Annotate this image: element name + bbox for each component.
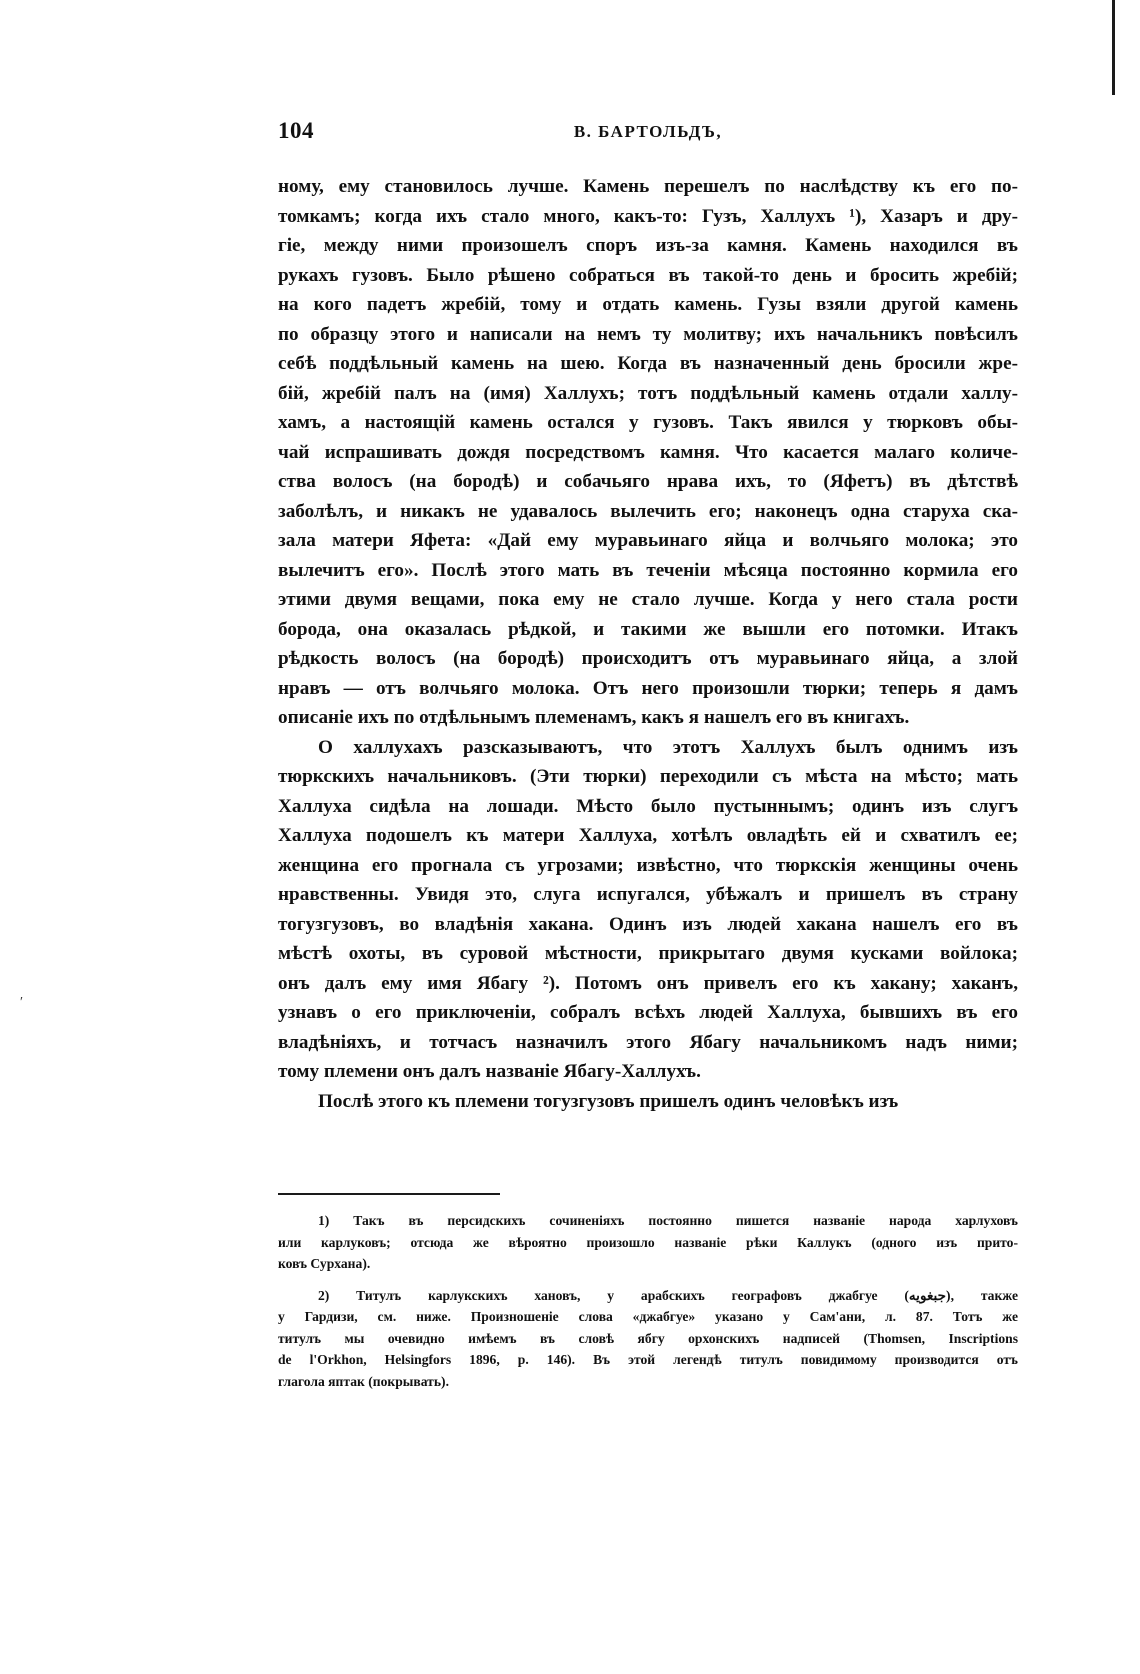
text-line: хамъ, а настоящій камень остался у гузовъ. Такъ явился у тюрковъ обы- bbox=[278, 412, 1018, 433]
text-line: узнавъ о его приключеніи, собралъ всѣхъ людей Халлуха, бывшихъ въ его bbox=[278, 1002, 1018, 1023]
text-line: женщина его прогнала съ угрозами; извѣстно, что тюркскія женщины очень bbox=[278, 854, 1018, 876]
text-line: себѣ поддѣльный камень на шею. Когда въ назначенный день бросили жре- bbox=[278, 353, 1018, 374]
text-line: нравъ — отъ волчьяго молока. Отъ него произошли тюрки; теперь я дамъ bbox=[278, 677, 1018, 699]
stray-margin-mark: ′ bbox=[20, 995, 24, 1010]
footnote-1-line: ковъ Сурхана). bbox=[278, 1256, 371, 1271]
text-line: Халлуха сидѣла на лошади. Мѣсто было пустыннымъ; одинъ изъ слугъ bbox=[278, 795, 1018, 817]
text-line: ному, ему становилось лучше. Камень перешелъ по наслѣдству къ его по- bbox=[278, 176, 1018, 197]
page-number: 104 bbox=[278, 118, 314, 143]
main-text bbox=[278, 172, 1018, 1116]
footnote-1-line: или карлуковъ; отсюда же вѣроятно произошло названіе рѣки Каллукъ (одного изъ прито- bbox=[278, 1234, 1018, 1250]
text-line: томкамъ; когда ихъ стало много, какъ-то: Гузъ, Халлухъ ¹), Хазаръ и дру- bbox=[278, 205, 1018, 227]
text-line: владѣніяхъ, и тотчасъ назначилъ этого Ябагу начальникомъ надъ ними; bbox=[278, 1031, 1018, 1053]
text-line: рукахъ гузовъ. Было рѣшено собраться въ такой-то день и бросить жребій; bbox=[278, 264, 1018, 286]
footnote-gap bbox=[278, 1275, 1018, 1285]
text-line: мѣстѣ охоты, въ суровой мѣстности, прикрытаго двумя кусками войлока; bbox=[278, 943, 1018, 964]
text-line: по образцу этого и написали на немъ ту молитву; ихъ начальникъ повѣсилъ bbox=[278, 323, 1018, 345]
paragraph-end-line: тому племени онъ далъ названіе Ябагу-Халлухъ. bbox=[278, 1061, 701, 1082]
footnote-2-line: у Гардизи, см. ниже. Произношеніе слова «джабгуе» указано у Сам'ани, л. 87. Тотъ же bbox=[278, 1309, 1018, 1324]
text-line: рѣдкость волосъ (на бородѣ) происходитъ отъ муравьинаго яйца, а злой bbox=[278, 648, 1018, 669]
footnote-2-line: титулъ мы очевидно имѣемъ въ словѣ ябгу орхонскихъ надписей (Thomsen, Inscriptions bbox=[278, 1330, 1018, 1346]
text-line: Халлуха подошелъ къ матери Халлуха, хотѣлъ овладѣть ей и схватилъ ее; bbox=[278, 825, 1018, 846]
footnote-2-line: глагола яптак (покрывать). bbox=[278, 1373, 449, 1389]
footnote-2-line: 2) Титулъ карлукскихъ хановъ, у арабскихъ географовъ джабгуе (جبغويه), также bbox=[318, 1287, 1018, 1303]
text-line: гіе, между ними произошелъ споръ изъ-за камня. Камень находился въ bbox=[278, 235, 1018, 256]
footnote-separator bbox=[278, 1193, 500, 1195]
text-line: бій, жребій палъ на (имя) Халлухъ; тотъ поддѣльный камень отдали халлу- bbox=[278, 382, 1018, 404]
page-edge-rule bbox=[1112, 0, 1115, 95]
text-line: онъ далъ ему имя Ябагу ²). Потомъ онъ привелъ его къ хакану; хаканъ, bbox=[278, 972, 1018, 994]
footnote-1-line: 1) Такъ въ персидскихъ сочиненіяхъ постоянно пишется названіе народа харлуховъ bbox=[318, 1213, 1018, 1228]
text-line: тогузгузовъ, во владѣнія хакана. Одинъ изъ людей хакана нашелъ его въ bbox=[278, 913, 1018, 935]
text-line: чай испрашивать дождя посредствомъ камня. Что касается малаго количе- bbox=[278, 441, 1018, 463]
paragraph-start-line: О халлухахъ разсказываютъ, что этотъ Халлухъ былъ однимъ изъ bbox=[318, 736, 1018, 758]
text-line: заболѣлъ, и никакъ не удавалось вылечить его; наконецъ одна старуха ска- bbox=[278, 500, 1018, 522]
footnotes bbox=[278, 1210, 1018, 1392]
text-line: нравственны. Увидя это, слуга испугался, убѣжалъ и пришелъ въ страну bbox=[278, 884, 1018, 905]
text-line: этими двумя вещами, пока ему не стало лучше. Когда у него стала рости bbox=[278, 589, 1018, 610]
text-line: вылечитъ его». Послѣ этого мать въ теченіи мѣсяца постоянно кормила его bbox=[278, 559, 1018, 581]
text-line: на кого падетъ жребій, тому и отдать камень. Гузы взяли другой камень bbox=[278, 294, 1018, 315]
text-line: ства волосъ (на бородѣ) и собачьяго нрава ихъ, то (Яфетъ) въ дѣтствѣ bbox=[278, 471, 1018, 492]
text-line: зала матери Яфета: «Дай ему муравьинаго яйца и волчьяго молока; это bbox=[278, 530, 1018, 551]
page-header bbox=[278, 118, 1018, 152]
paragraph-start-line: Послѣ этого къ племени тогузгузовъ пришелъ одинъ человѣкъ изъ bbox=[318, 1090, 899, 1112]
footnote-2-line: de l'Orkhon, Helsingfors 1896, p. 146). Въ этой легендѣ титулъ повидимому производится отъ bbox=[278, 1352, 1018, 1367]
text-line: тюркскихъ начальниковъ. (Эти тюрки) переходили съ мѣста на мѣсто; мать bbox=[278, 766, 1018, 787]
text-line: борода, она оказалась рѣдкой, и такими же вышли его потомки. Итакъ bbox=[278, 618, 1018, 640]
paragraph-end-line: описаніе ихъ по отдѣльнымъ племенамъ, какъ я нашелъ его въ книгахъ. bbox=[278, 707, 910, 728]
running-head: В. БАРТОЛЬДЪ, bbox=[573, 122, 723, 141]
